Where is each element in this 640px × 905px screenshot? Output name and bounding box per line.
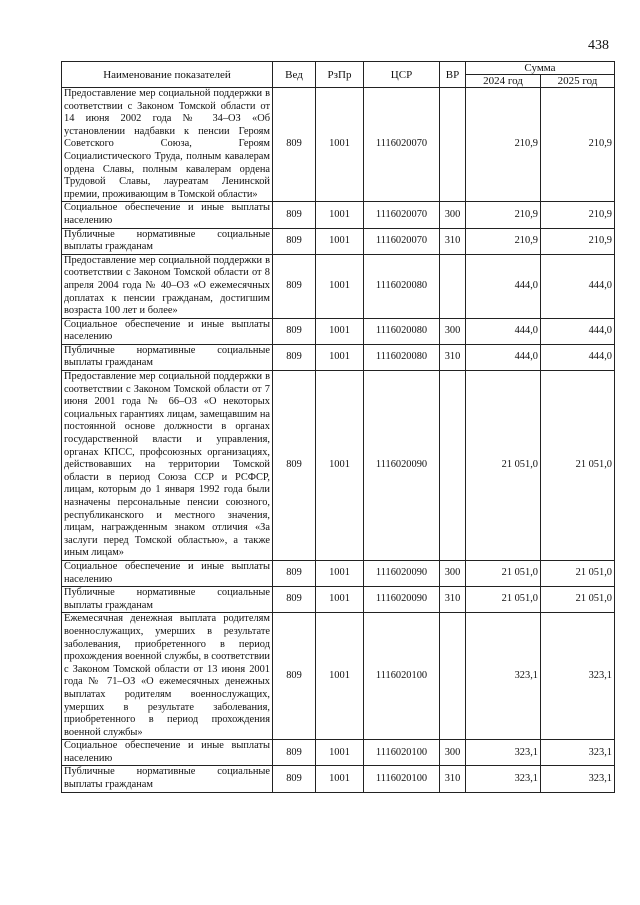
row-sum-2025: 21 051,0 [541,587,615,613]
row-rzpr: 1001 [316,560,364,586]
header-ved: Вед [273,62,316,88]
row-csr: 1116020100 [364,613,440,740]
row-sum-2025: 21 051,0 [541,560,615,586]
header-year-2025: 2025 год [541,75,615,88]
row-sum-2025: 210,9 [541,88,615,202]
row-csr: 1116020090 [364,560,440,586]
table-row [62,587,615,613]
row-rzpr: 1001 [316,344,364,370]
row-sum-2025: 444,0 [541,344,615,370]
table-row [62,613,615,740]
row-vr: 310 [440,228,466,254]
row-vr [440,371,466,561]
row-vr: 300 [440,318,466,344]
row-rzpr: 1001 [316,371,364,561]
row-ved: 809 [273,254,316,318]
table-row [62,254,615,318]
row-sum-2025: 323,1 [541,613,615,740]
row-csr: 1116020080 [364,318,440,344]
row-name: Предоставление мер социальной поддержки в соответствии с Законом Томской области от 8 апреля 2004 года № 40–ОЗ «О ежемесячных доплатах к пенсии гражданам, достигшим возраста 100 лет и более» [62,254,273,318]
row-ved: 809 [273,740,316,766]
row-vr: 310 [440,766,466,792]
row-csr: 1116020100 [364,766,440,792]
row-vr: 300 [440,740,466,766]
table-row [62,740,615,766]
row-ved: 809 [273,371,316,561]
table-row [62,560,615,586]
row-rzpr: 1001 [316,228,364,254]
row-ved: 809 [273,344,316,370]
budget-table [61,61,615,793]
row-vr: 310 [440,587,466,613]
row-vr: 300 [440,202,466,228]
row-name: Предоставление мер социальной поддержки в соответствии с Законом Томской области от 14 июня 2002 года № 34–ОЗ «Об установлении надбавки к пенсии Героям Советского Союза, Героям Социалистического Труда, полным кавалерам ордена Славы, полным кавалерам ордена Трудовой Славы, лауреатам Ленинской премии, проживающим в Томской области» [62,88,273,202]
row-name: Социальное обеспечение и иные выплаты населению [62,318,273,344]
row-rzpr: 1001 [316,740,364,766]
row-ved: 809 [273,766,316,792]
row-rzpr: 1001 [316,202,364,228]
row-sum-2025: 21 051,0 [541,371,615,561]
row-name: Публичные нормативные социальные выплаты гражданам [62,766,273,792]
row-csr: 1116020070 [364,228,440,254]
table-row [62,344,615,370]
row-csr: 1116020080 [364,254,440,318]
header-name: Наименование показателей [62,62,273,88]
row-csr: 1116020090 [364,371,440,561]
row-ved: 809 [273,228,316,254]
row-sum-2024: 210,9 [466,228,541,254]
table-row [62,228,615,254]
row-sum-2024: 444,0 [466,344,541,370]
row-rzpr: 1001 [316,254,364,318]
row-ved: 809 [273,587,316,613]
row-vr [440,88,466,202]
row-rzpr: 1001 [316,766,364,792]
header-sum: Сумма [466,62,615,75]
row-sum-2024: 210,9 [466,202,541,228]
row-rzpr: 1001 [316,587,364,613]
row-vr: 310 [440,344,466,370]
row-rzpr: 1001 [316,613,364,740]
row-sum-2024: 444,0 [466,254,541,318]
table-row [62,371,615,561]
row-name: Социальное обеспечение и иные выплаты населению [62,740,273,766]
header-csr: ЦСР [364,62,440,88]
row-name: Публичные нормативные социальные выплаты гражданам [62,228,273,254]
row-name: Публичные нормативные социальные выплаты гражданам [62,587,273,613]
row-vr [440,254,466,318]
row-sum-2024: 323,1 [466,766,541,792]
row-sum-2024: 21 051,0 [466,587,541,613]
row-sum-2025: 210,9 [541,228,615,254]
header-rzpr: РзПр [316,62,364,88]
header-vr: ВР [440,62,466,88]
row-rzpr: 1001 [316,318,364,344]
row-name: Публичные нормативные социальные выплаты гражданам [62,344,273,370]
row-vr: 300 [440,560,466,586]
row-ved: 809 [273,318,316,344]
row-csr: 1116020070 [364,202,440,228]
table-row [62,88,615,202]
row-ved: 809 [273,613,316,740]
table-header [62,62,615,88]
row-csr: 1116020080 [364,344,440,370]
row-name: Предоставление мер социальной поддержки в соответствии с Законом Томской области от 7 июня 2001 года № 66–ОЗ «О некоторых социальных гарантиях лицам, замещавшим на постоянной основе должности в органах государственной власти и управления, органах КПСС, профсоюзных организациях, действовавших на территории Томской области в период Союза ССР и РСФСР, лицам, которым до 1 января 1992 года были назначены персональные пенсии союзного, республиканского и местного значения, лицам, награжденным знаком отличия «За заслуги перед Томской областью», а также иным лицам» [62,371,273,561]
row-csr: 1116020090 [364,587,440,613]
row-name: Социальное обеспечение и иные выплаты населению [62,560,273,586]
row-sum-2024: 323,1 [466,613,541,740]
row-ved: 809 [273,560,316,586]
table-row [62,766,615,792]
table-row [62,318,615,344]
table-row [62,202,615,228]
row-ved: 809 [273,202,316,228]
row-sum-2024: 210,9 [466,88,541,202]
row-sum-2025: 444,0 [541,254,615,318]
row-sum-2024: 21 051,0 [466,371,541,561]
row-ved: 809 [273,88,316,202]
row-rzpr: 1001 [316,88,364,202]
row-name: Социальное обеспечение и иные выплаты населению [62,202,273,228]
page-number: 438 [588,38,609,53]
row-sum-2024: 21 051,0 [466,560,541,586]
row-sum-2025: 323,1 [541,766,615,792]
row-sum-2024: 323,1 [466,740,541,766]
row-csr: 1116020070 [364,88,440,202]
row-vr [440,613,466,740]
row-csr: 1116020100 [364,740,440,766]
row-sum-2024: 444,0 [466,318,541,344]
row-sum-2025: 323,1 [541,740,615,766]
header-year-2024: 2024 год [466,75,541,88]
row-sum-2025: 444,0 [541,318,615,344]
row-name: Ежемесячная денежная выплата родителям военнослужащих, умерших в результате заболевания, приобретенного в период прохождения военной службы, в соответствии с Законом Томской области от 13 июня 2001 года № 71–ОЗ «О ежемесячных денежных выплатах родителям военнослужащих, умерших в результате заболевания, приобретенного в период прохождения военной службы» [62,613,273,740]
row-sum-2025: 210,9 [541,202,615,228]
